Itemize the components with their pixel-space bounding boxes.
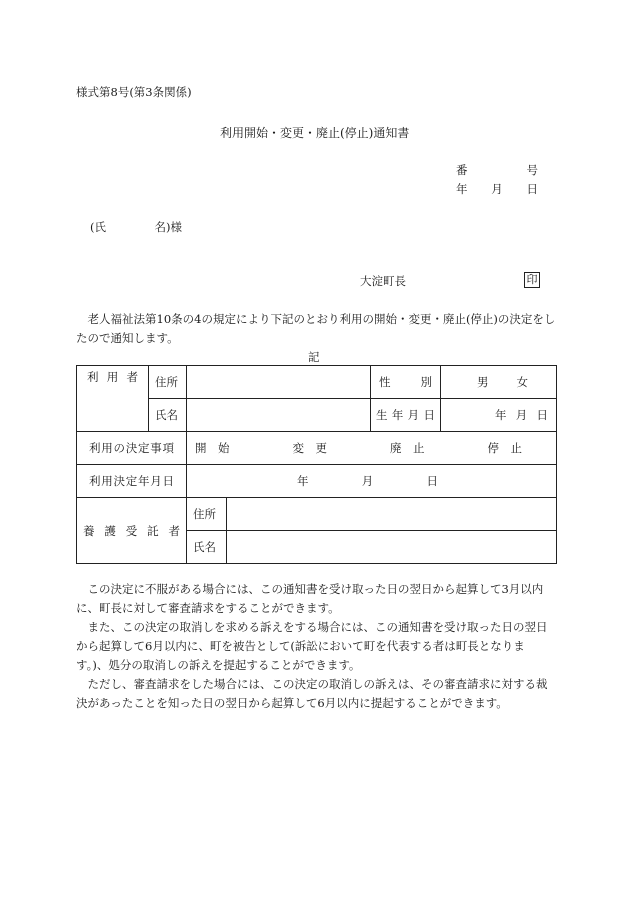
trustee-address-row	[187, 498, 556, 530]
decision-date-field[interactable]	[187, 465, 557, 498]
decision-date-label-char: 利	[89, 474, 101, 488]
note-paragraph: ただし、審査請求をした場合には、この決定の取消しの訴えは、その審査請求に対する裁決があったことを知った日の翌日から起算して6月以内に提起することができます。	[76, 677, 548, 710]
table-row-user-name	[77, 399, 557, 432]
address-label-cell	[149, 366, 187, 399]
decision-options	[187, 432, 556, 464]
name-label: 氏名	[155, 408, 178, 422]
trustee-label	[77, 498, 186, 563]
addressee-line	[90, 219, 182, 235]
sex-options	[441, 366, 556, 398]
birth-date-char: 日	[536, 408, 548, 422]
table-row-user-address	[77, 366, 557, 399]
decision-label-cell	[77, 432, 187, 465]
sex-label-char: 別	[420, 375, 432, 389]
name-value-field[interactable]	[187, 399, 371, 432]
decision-date-char: 年	[297, 474, 309, 488]
trustee-label-char: 護	[104, 523, 116, 538]
birth-label-cell	[371, 399, 441, 432]
number-char: 号	[526, 163, 538, 177]
trustee-address-field[interactable]	[227, 498, 556, 530]
decision-date-label-char: 決	[113, 474, 125, 488]
decision-option-change[interactable]: 変 更	[292, 441, 327, 455]
decision-label-char: 利	[89, 441, 101, 455]
trustee-name-field[interactable]	[227, 531, 556, 563]
trustee-label-cell	[77, 498, 187, 564]
name-label-cell	[149, 399, 187, 432]
user-label-char: 利	[87, 370, 99, 384]
note-paragraph: また、この決定の取消しを求める訴えをする場合には、この通知書を受け取った日の翌日から起算して6月以内に、町を被告として(訴訟において町を代表する者は町長となります。)、処分の取消しの訴えを提起することができます。	[76, 620, 548, 672]
sex-option-male[interactable]: 男	[477, 375, 489, 389]
decision-date-label-cell	[77, 465, 187, 498]
sex-option-female[interactable]: 女	[516, 375, 528, 389]
user-label-cell	[77, 366, 149, 432]
user-label	[77, 366, 148, 385]
birth-label	[371, 399, 440, 431]
trustee-label-char: 託	[147, 523, 159, 538]
trustee-name-row	[187, 531, 556, 563]
seal-mark: 印	[524, 272, 540, 288]
birth-label-char: 日	[423, 408, 435, 422]
decision-label-char: 決	[125, 441, 138, 455]
decision-label-char: 項	[162, 441, 174, 455]
decision-label-char: 用	[101, 441, 113, 455]
ki-heading: 記	[308, 350, 320, 364]
decision-date-label-char: 月	[150, 474, 162, 488]
decision-option-suspend[interactable]: 停 止	[487, 441, 522, 455]
birth-date-field[interactable]	[441, 399, 557, 432]
number-char: 番	[456, 163, 468, 177]
trustee-address-row-cell	[187, 498, 557, 531]
intro-paragraph	[76, 310, 556, 348]
decision-date-label	[77, 465, 186, 497]
date-char: 年	[456, 182, 468, 196]
issuer-name: 大淀町長	[360, 274, 406, 288]
decision-label-char: 事	[150, 441, 162, 455]
intro-text: 老人福祉法第10条の4の規定により下記のとおり利用の開始・変更・廃止(停止)の決定をしたので通知します。	[76, 312, 556, 345]
decision-label	[77, 432, 186, 464]
addressee-open: (氏	[90, 220, 106, 234]
decision-date-label-char: 用	[101, 474, 113, 488]
form-number: 様式第8号(第3条関係)	[76, 85, 192, 99]
sex-options-cell[interactable]	[441, 366, 557, 399]
trustee-address-label: 住所	[187, 498, 227, 530]
decision-date-char: 日	[426, 474, 438, 488]
decision-option-abolish[interactable]: 廃 止	[390, 441, 425, 455]
birth-label-char: 月	[407, 408, 420, 422]
date-char: 日	[526, 182, 538, 196]
sex-label-cell	[371, 366, 441, 399]
trustee-label-char: 養	[83, 523, 95, 538]
birth-label-char: 生	[376, 408, 388, 422]
trustee-name-label: 氏名	[187, 531, 227, 563]
trustee-name-row-cell	[187, 531, 557, 564]
address-value-field[interactable]	[187, 366, 371, 399]
sex-label-char: 性	[379, 375, 391, 389]
decision-date-label-char: 年	[138, 474, 150, 488]
decision-date	[187, 465, 556, 497]
decision-option-start[interactable]: 開 始	[195, 441, 230, 455]
document-date-line	[456, 181, 538, 197]
date-char: 月	[491, 182, 503, 196]
note-paragraph: この決定に不服がある場合には、この通知書を受け取った日の翌日から起算して3月以内に、町長に対して審査請求をすることができます。	[76, 582, 544, 615]
birth-date-char: 年	[495, 408, 507, 422]
document-title: 利用開始・変更・廃止(停止)通知書	[220, 126, 410, 140]
birth-label-char: 年	[391, 408, 404, 422]
sex-label	[371, 366, 440, 398]
document-number-line	[456, 162, 538, 178]
birth-date-char: 月	[515, 408, 528, 422]
decision-date-label-char: 日	[162, 474, 174, 488]
decision-date-label-char: 定	[125, 474, 138, 488]
table-row-decision	[77, 432, 557, 465]
notes-section	[76, 580, 556, 713]
trustee-label-char: 受	[125, 523, 138, 538]
table-row-trustee-address	[77, 498, 557, 531]
user-label-char: 者	[126, 370, 138, 384]
decision-label-char: の	[113, 441, 125, 455]
table-row-decision-date	[77, 465, 557, 498]
decision-date-char: 月	[361, 474, 374, 488]
birth-date	[441, 399, 556, 431]
addressee-close: 名)様	[154, 220, 182, 234]
decision-label-char: 定	[138, 441, 150, 455]
decision-options-cell[interactable]	[187, 432, 557, 465]
trustee-label-char: 者	[168, 523, 180, 538]
notification-form-table	[76, 365, 557, 564]
address-label: 住所	[155, 375, 178, 389]
user-label-char: 用	[106, 370, 119, 384]
